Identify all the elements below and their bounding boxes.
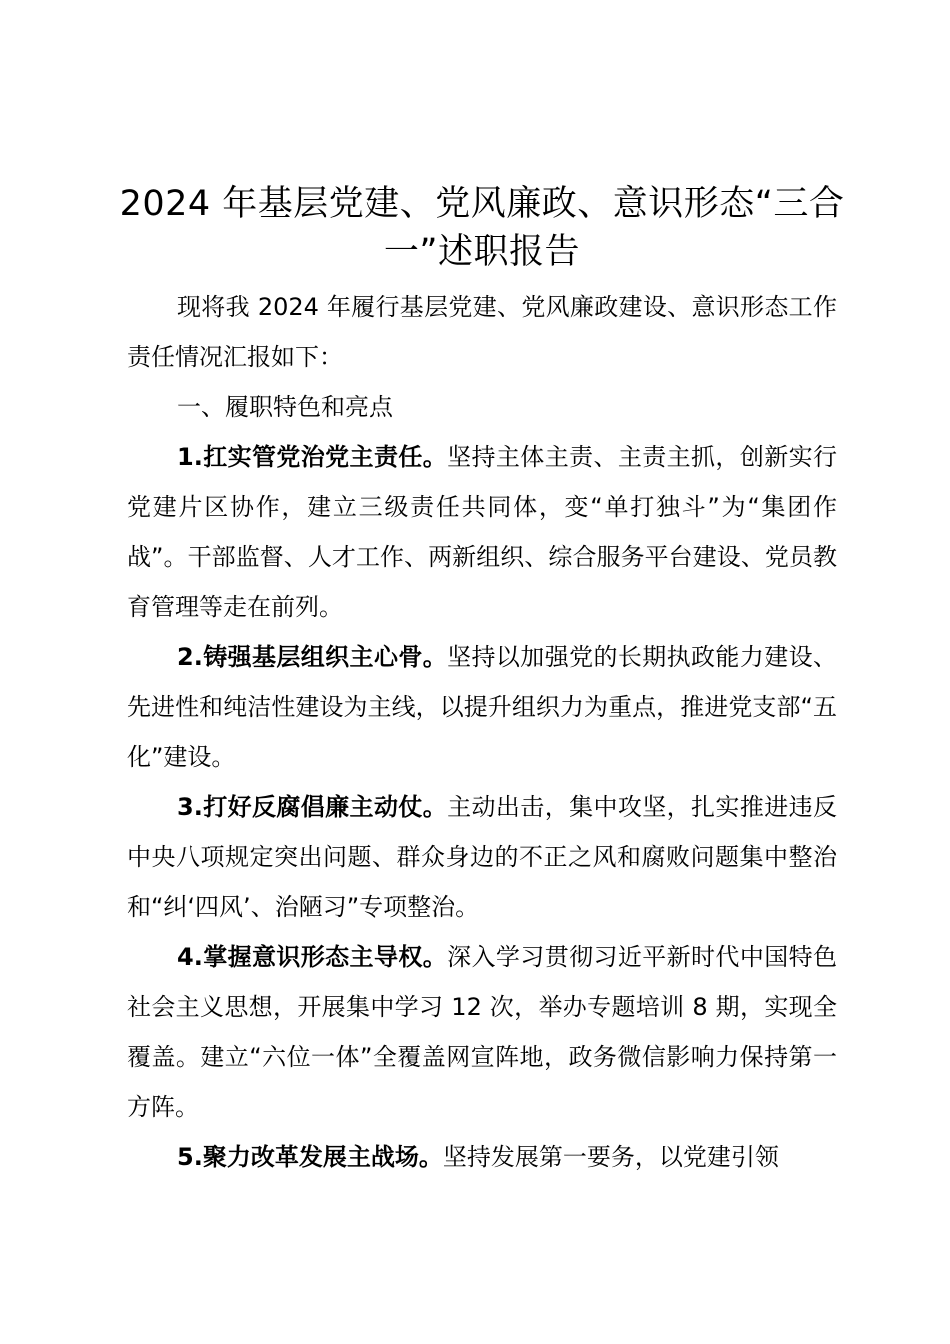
item-lead-1: 1.扛实管党治党主责任。: [177, 443, 448, 471]
item-paragraph-5: [127, 1132, 837, 1182]
item-lead-4: 4.掌握意识形态主导权。: [177, 943, 448, 971]
item-text-3: 主动出击，集中攻坚，扎实推进违反中央八项规定突出问题、群众身边的不正之风和腐败问题集中整治和“纠‘四风’、治陋习”专项整治。: [127, 793, 837, 921]
item-paragraph-4: [127, 932, 837, 1132]
item-lead-5: 5.聚力改革发展主战场。: [177, 1143, 443, 1171]
item-text-4: 深入学习贯彻习近平新时代中国特色社会主义思想，开展集中学习 12 次，举办专题培训 8 期，实现全覆盖。建立“六位一体”全覆盖网宣阵地，政务微信影响力保持第一方阵。: [127, 943, 837, 1121]
document-page: [119, 180, 845, 1182]
item-paragraph-3: [127, 782, 837, 932]
item-lead-3: 3.打好反腐倡廉主动仗。: [177, 793, 448, 821]
item-lead-2: 2.铸强基层组织主心骨。: [177, 643, 448, 671]
item-paragraph-1: [127, 432, 837, 632]
document-title: 2024 年基层党建、党风廉政、意识形态“三合一”述职报告: [119, 184, 845, 272]
intro-paragraph: 现将我 2024 年履行基层党建、党风廉政建设、意识形态工作责任情况汇报如下：: [127, 293, 837, 371]
section-heading: 一、履职特色和亮点: [177, 393, 393, 421]
item-text-1: 坚持主体主责、主责主抓，创新实行党建片区协作，建立三级责任共同体，变“单打独斗”为“集团作战”。干部监督、人才工作、两新组织、综合服务平台建设、党员教育管理等走在前列。: [127, 443, 837, 621]
item-text-2: 坚持以加强党的长期执政能力建设、先进性和纯洁性建设为主线，以提升组织力为重点，推进党支部“五化”建设。: [127, 643, 837, 771]
item-text-5: 坚持发展第一要务，以党建引领: [442, 1143, 779, 1171]
item-paragraph-2: [127, 632, 837, 782]
